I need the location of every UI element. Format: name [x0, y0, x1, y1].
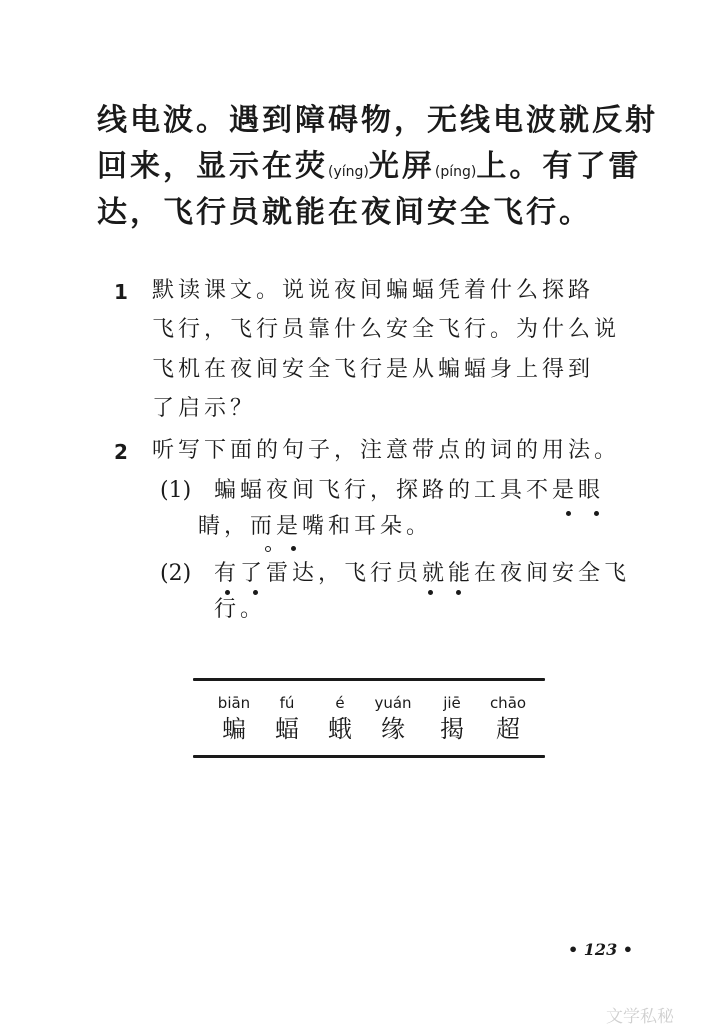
watermark: 文学私秘: [606, 1007, 674, 1027]
vocab-item: [422, 694, 482, 744]
paragraph-line-3: 达，飞行员就能在夜间安全飞行。: [97, 195, 592, 230]
exercise-2-item-2-line-2: 行。: [214, 597, 267, 622]
emphasis-dot: [428, 590, 433, 595]
vocab-character: 超: [496, 715, 520, 743]
page-number: • 123 •: [568, 940, 633, 959]
exercise-2-instruction: 听写下面的句子，注意带点的词的用法。: [152, 438, 621, 463]
exercise-2-item-1-line-1: 蝙蝠夜间飞行，探路的工具不是眼: [214, 478, 605, 503]
vocab-character: 缘: [381, 715, 405, 743]
vocab-item: [204, 694, 264, 744]
vocab-character: 蝠: [275, 715, 299, 743]
emphasis-circle: [265, 546, 271, 552]
exercise-1-number: 1: [114, 280, 128, 304]
pinyin-annotation-ping: (píng): [434, 164, 477, 180]
paragraph-line-2-part-b: 光屏: [368, 149, 435, 184]
vocab-character: 蝙: [222, 715, 246, 743]
emphasis-dot: [566, 511, 571, 516]
exercise-2-number: 2: [114, 440, 128, 464]
vocab-character: 蛾: [328, 715, 352, 743]
vocab-item: [257, 694, 317, 744]
exercise-1-line-3: 飞机在夜间安全飞行是从蝙蝠身上得到: [152, 357, 595, 382]
vocab-pinyin: é: [335, 694, 345, 712]
emphasis-dot: [291, 546, 296, 551]
emphasis-dot: [225, 590, 230, 595]
vocab-character: 揭: [440, 715, 464, 743]
emphasis-dot: [456, 590, 461, 595]
vocabulary-top-rule: [193, 678, 545, 681]
paragraph-line-2: [97, 150, 641, 189]
exercise-2-item-1-label: (1): [160, 478, 192, 503]
pinyin-annotation-ying: (yíng): [328, 164, 369, 180]
vocab-pinyin: biān: [217, 694, 251, 712]
paragraph-line-1: 线电波。遇到障碍物，无线电波就反射: [97, 103, 658, 138]
vocab-pinyin: jiē: [443, 694, 461, 712]
emphasis-dot: [253, 590, 258, 595]
emphasis-dot: [594, 511, 599, 516]
vocab-pinyin: chāo: [489, 694, 527, 712]
vocabulary-bottom-rule: [193, 755, 545, 758]
paragraph-line-2-part-c: 上。有了雷: [476, 149, 642, 184]
vocab-item: [310, 694, 370, 744]
exercise-2-item-2-line-1: 有了雷达，飞行员就能在夜间安全飞: [214, 561, 631, 586]
exercise-1-line-2: 飞行，飞行员靠什么安全飞行。为什么说: [152, 317, 621, 342]
vocab-item: [478, 694, 538, 744]
vocab-pinyin: fú: [279, 694, 295, 712]
exercise-1-line-1: 默读课文。说说夜间蝙蝠凭着什么探路: [152, 278, 595, 303]
exercise-2-item-1-line-2: 睛，而是嘴和耳朵。: [198, 514, 433, 539]
vocab-pinyin: yuán: [374, 694, 412, 712]
paragraph-line-2-part-a: 回来，显示在荧: [97, 149, 328, 184]
exercise-1-line-4: 了启示？: [152, 396, 257, 421]
vocab-item: [363, 694, 423, 744]
exercise-2-item-2-label: (2): [160, 561, 192, 586]
